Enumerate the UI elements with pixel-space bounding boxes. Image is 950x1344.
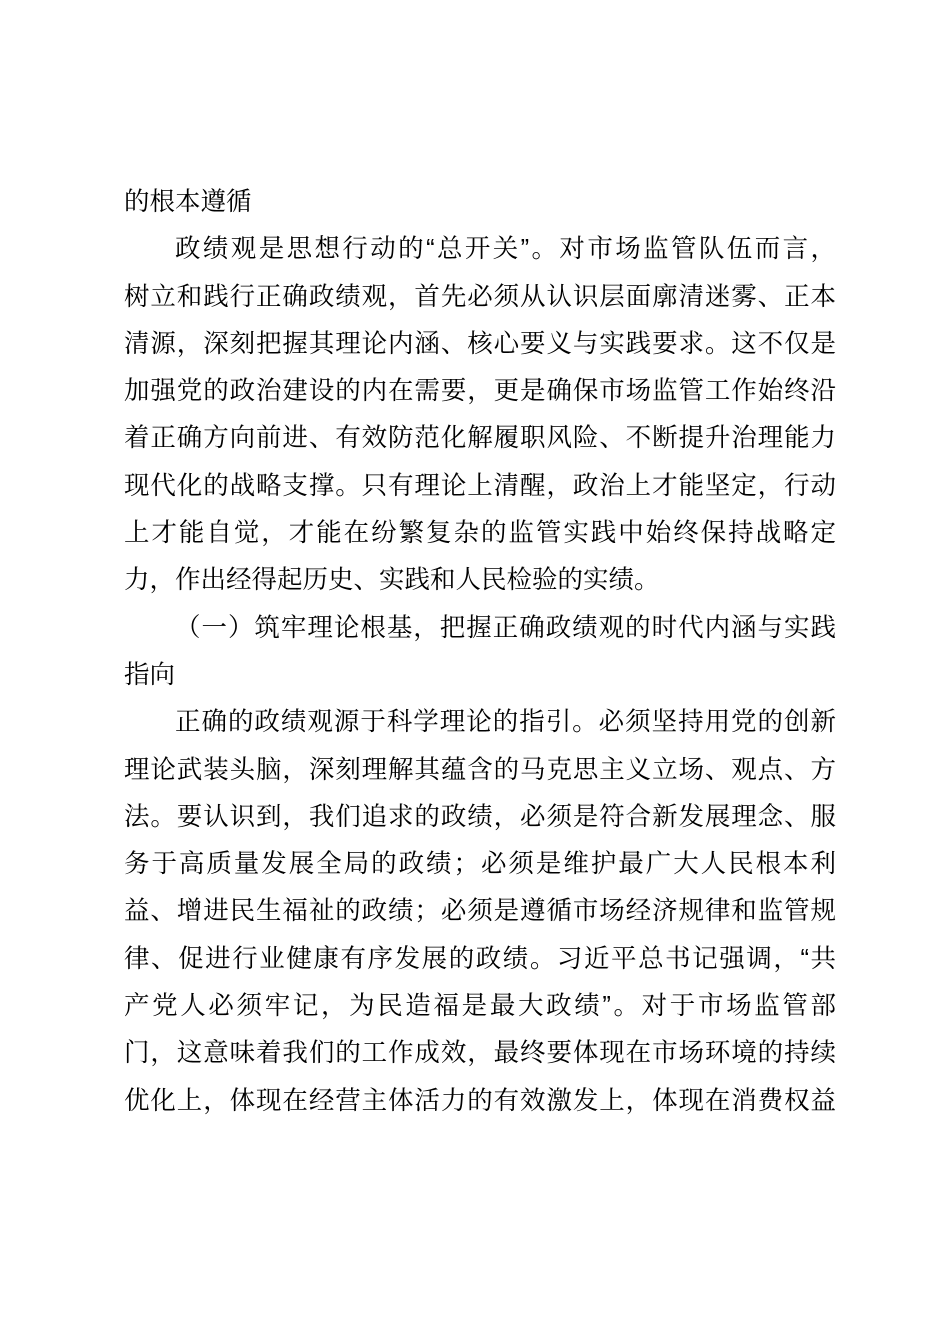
document-body — [124, 179, 836, 1125]
text-line: 清源，深刻把握其理论内涵、核心要义与实践要求。这不仅是 — [124, 329, 836, 358]
text-line: 上才能自觉，才能在纷繁复杂的监管实践中始终保持战略定 — [124, 519, 836, 548]
text-line: 指向 — [124, 660, 176, 689]
text-line: 产党人必须牢记，为民造福是最大政绩”。对于市场监管部 — [124, 992, 836, 1021]
text-line: 正确的政绩观源于科学理论的指引。必须坚持用党的创新 — [175, 708, 836, 737]
text-line: 加强党的政治建设的内在需要，更是确保市场监管工作始终沿 — [124, 377, 836, 406]
text-line: 益、增进民生福祉的政绩；必须是遵循市场经济规律和监管规 — [124, 897, 836, 926]
text-line: 现代化的战略支撑。只有理论上清醒，政治上才能坚定，行动 — [124, 471, 836, 500]
text-line: 着正确方向前进、有效防范化解履职风险、不断提升治理能力 — [124, 424, 836, 453]
text-line: 门，这意味着我们的工作成效，最终要体现在市场环境的持续 — [124, 1039, 836, 1068]
text-line: 理论武装头脑，深刻理解其蕴含的马克思主义立场、观点、方 — [124, 755, 836, 784]
text-line: 政绩观是思想行动的“总开关”。对市场监管队伍而言， — [175, 235, 836, 264]
text-line: 法。要认识到，我们追求的政绩，必须是符合新发展理念、服 — [124, 802, 836, 831]
text-line: 力，作出经得起历史、实践和人民检验的实绩。 — [124, 566, 660, 595]
text-line: 优化上，体现在经营主体活力的有效激发上，体现在消费权益 — [124, 1086, 836, 1115]
text-line: （一）筑牢理论根基，把握正确政绩观的时代内涵与实践 — [175, 613, 836, 642]
text-line: 树立和践行正确政绩观，首先必须从认识层面廓清迷雾、正本 — [124, 282, 836, 311]
text-line: 律、促进行业健康有序发展的政绩。习近平总书记强调，“共 — [124, 944, 836, 973]
text-line: 务于高质量发展全局的政绩；必须是维护最广大人民根本利 — [124, 850, 836, 879]
text-line: 的根本遵循 — [124, 188, 252, 216]
